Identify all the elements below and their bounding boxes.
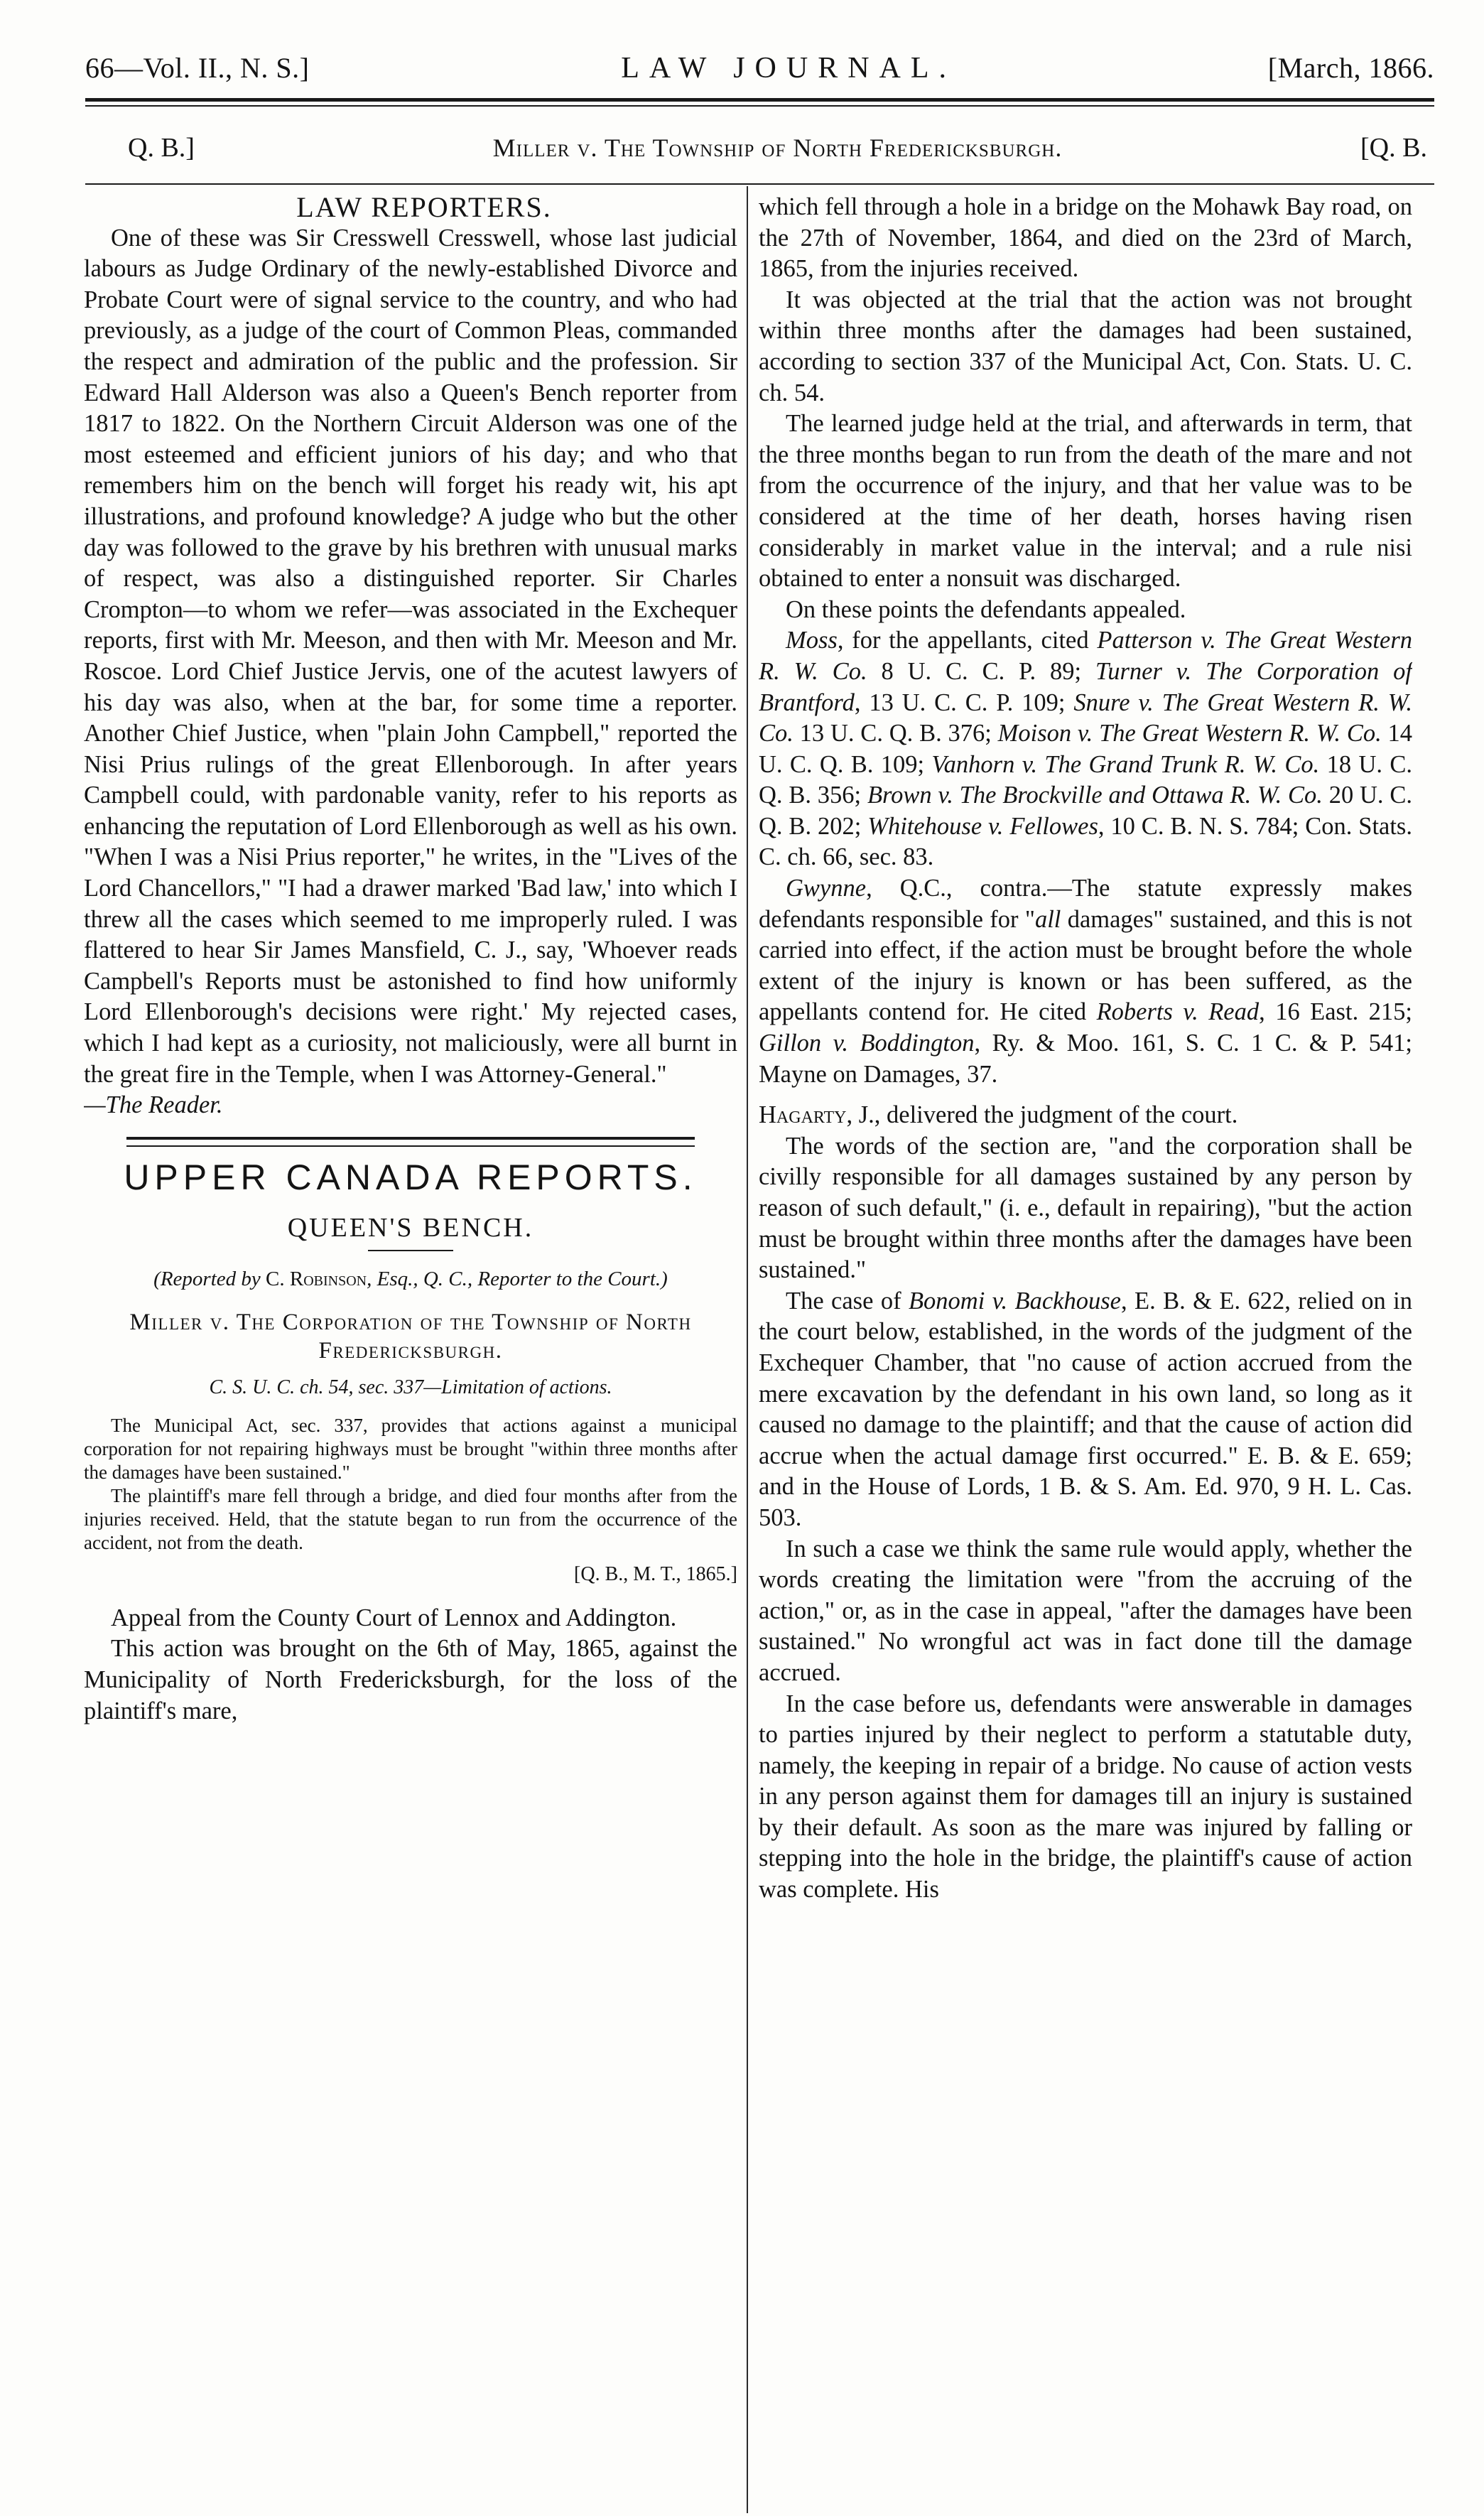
judgment-intro-text: , J., delivered the judgment of the court. [846,1101,1238,1129]
bonomi-text: , E. B. & E. 622, relied on in the court below, established, in the words of the judgment of the Exchequer Chamber, that "no cause of action accrued from the mere excavation by the defendant in his own land, so long as it caused no damage to the plaintiff; and that the cause of action did accrue when the actual damage first occurred." E. B. & E. 659; and in the House of Lords, 1 B. & S. Am. Ed. 970, 9 H. L. Cas. 503. [759,1287,1412,1531]
moss-counsel: Moss [786,627,838,654]
reporter-name: C. Robinson [266,1268,367,1290]
upper-canada-reports-heading: UPPER CANADA REPORTS. [124,1157,698,1197]
case-head [128,132,1427,172]
law-reporters-heading: LAW REPORTERS. [296,192,552,223]
case-head-rule [85,183,1434,185]
source-name: —The Reader. [84,1091,223,1119]
reporter-prefix: (Reported by [153,1268,266,1290]
appealed-paragraph: On these points the defendants appealed. [786,595,1186,623]
law-reporters-paragraph: One of these was Sir Cresswell Cresswell, whose last judicial labours as Judge Ordinary of the newly-established Divorce and Probate Court were of signal service to the country, and who had previously, as a judge of the court of Common Pleas, commanded the respect and admiration of the public and the profession. Sir Edward Hall Alderson was also a Queen's Bench reporter from 1817 to 1822. On the Northern Circuit Alderson was one of the most esteemed and efficient juniors of his day; and who that remembers him on the bench will forget his ready wit, his apt illustrations, and profound knowledge? A judge who but the other day was followed to the grave by his brethren with unusual marks of respect, was also a distinguished reporter. Sir Charles Crompton—to whom we refer—was associated in the Exchequer reports, first with Mr. Meeson, and then with Mr. Meeson and Mr. Roscoe. Lord Chief Justice Jervis, one of the acutest lawyers of his day was also, when at the bar, for some time a reporter. Another Chief Justice, when "plain John Campbell," reported the Nisi Prius rulings of the great Ellenborough. In after years Campbell could, with pardonable vanity, refer to his reports as enhancing the reputation of Lord Ellenborough as well as his own. "When I was a Nisi Prius reporter," he writes, in the "Lives of the Lord Chancellors," "I had a drawer marked 'Bad law,' into which I threw all the cases which seemed to me improperly ruled. I was flattered to hear Sir James Mansfield, C. J., say, 'Whoever reads Campbell's Reports must be astonished to find how uniformly Lord Ellenborough's decisions were right.' My rejected cases, which I had kept as a curiosity, not maliciously, were all burnt in the great fire in the Temple, when I was Attorney-General." [84,224,737,1088]
running-head [85,51,1434,94]
statute-line: C. S. U. C. ch. 54, sec. 337—Limitation of actions. [209,1376,612,1398]
case-title: Miller v. The Corporation of the Township of North Fredericksburgh. [129,1309,692,1364]
moss-text: , 10 C. B. N. S. 784; Con. Stats. C. ch. 66, sec. 83. [759,812,1412,871]
moss-argument [759,625,1412,873]
case-before-paragraph: In the case before us, defendants were answerable in damages to parties injured by their neglect to perform a statutable duty, namely, the keeping in repair of a bridge. No cause of action vests in any person against them for damages till an injury is sustained by their default. As soon as the mare was injured by falling or stepping into the hole in the bridge, the plaintiff's cause of action was complete. His [759,1690,1412,1904]
gwynne-text: , Ry. & Moo. 161, S. C. 1 C. & P. 541; Mayne on Damages, 37. [759,1030,1412,1088]
law-reporters-source [84,1090,737,1121]
moss-case: Patterson v. The Great Western R. W. Co. [759,627,1412,685]
column-divider [747,186,748,2513]
section-words-paragraph: The words of the section are, "and the corporation shall be civilly responsible for all damages sustained by any person by reason of such default," (i. e., default in repairing), "but the action must be brought within three months after the damages have been sustained." [759,1132,1412,1284]
objection-paragraph: It was objected at the trial that the action was not brought within three months after the damages had been sustained, according to section 337 of the Municipal Act, Con. Stats. U. C. ch. 54. [759,286,1412,406]
moss-text: 14 U. C. Q. B. 109; [759,720,1412,778]
gwynne-text: , Q.C., contra.—The statute expressly makes defendants responsible for " [759,875,1412,933]
case-head-court-left: Q. B.] [128,133,195,163]
right-column [759,192,1412,2488]
gwynne-text: , 16 East. 215; [1259,998,1412,1026]
moss-text: 20 U. C. Q. B. 202; [759,782,1412,840]
moss-text: , for the appellants, cited [837,627,1098,654]
moss-text: 8 U. C. C. P. 89; [867,657,1095,685]
moss-text: , 13 U. C. C. P. 109; [854,689,1074,716]
gwynne-argument [759,873,1412,1090]
moss-case: Snure v. The Great Western R. W. Co. [759,689,1412,747]
moss-case: Vanhorn v. The Grand Trunk R. W. Co. [931,750,1320,778]
reporter-line [84,1264,737,1295]
running-head-date: [March, 1866. [1267,52,1434,84]
case-head-court-right: [Q. B. [1360,133,1427,163]
spacer [759,1090,1412,1100]
head-rule-thin [85,105,1434,107]
headnote-citation: [Q. B., M. T., 1865.] [574,1563,737,1586]
judgment-intro [759,1100,1412,1131]
headnote-1: The Municipal Act, sec. 337, provides that actions against a municipal corporation for not repairing highways must be brought "within three months after the damages have been sustained." [84,1415,737,1484]
section-separator [84,1137,737,1147]
moss-case: Whitehouse v. Fellowes [867,812,1098,840]
bonomi-paragraph [759,1286,1412,1534]
separator-rule-thin [126,1145,695,1147]
such-case-paragraph: In such a case we think the same rule would apply, whether the words creating the limitation were "from the accruing of the action," or, as in the case in appeal, "after the damages have been sustained." No wrongful act was in fact done till the damage accrued. [759,1535,1412,1686]
running-head-title: LAW JOURNAL. [621,52,957,85]
continuation-paragraph: which fell through a hole in a bridge on the Mohawk Bay road, on the 27th of November, 1864, and died on the 23rd of March, 1865, from the injuries received. [759,193,1412,283]
gwynne-text: damages" sustained, and this is not carried into effect, if the action must be brought before the whole extent of the injury is known or has been suffered, as the appellants contend for. He cited [759,905,1412,1026]
queens-bench-heading: QUEEN'S BENCH. [287,1213,534,1243]
head-rule-thick [85,98,1434,102]
moss-case: Moison v. The Great Western R. W. Co. [997,720,1382,747]
appeal-paragraph: Appeal from the County Court of Lennox and Addington. [111,1604,677,1631]
running-head-volume: 66—Vol. II., N. S.] [85,52,310,84]
reporter-suffix: , Esq., Q. C., Reporter to the Court.) [367,1268,668,1290]
separator-rule-thick [126,1137,695,1140]
judge-held-paragraph: The learned judge held at the trial, and afterwards in term, that the three months began to run from the death of the mare and not from the occurrence of the injury, and that her value was to be considered at the time of her death, horses having risen considerably in market value in the interval; and a rule nisi obtained to enter a nonsuit was discharged. [759,410,1412,593]
bonomi-text: The case of [786,1287,909,1314]
moss-text: 18 U. C. Q. B. 356; [759,750,1412,809]
gwynne-case: Roberts v. Read [1096,998,1260,1026]
bonomi-case: Bonomi v. Backhouse [908,1287,1121,1314]
gwynne-counsel: Gwynne [786,875,867,902]
gwynne-case: Gillon v. Boddington [759,1030,975,1057]
moss-case: Turner v. The Corporation of Brantford [759,657,1412,716]
left-column [84,192,737,2488]
gwynne-emphasis: all [1034,905,1061,933]
short-rule [368,1250,453,1251]
headnote-2: The plaintiff's mare fell through a bridge, and died four months after from the injuries received. Held, that the statute began to run from the occurrence of the accident, not from the death. [84,1485,737,1554]
case-head-title: Miller v. The Township of North Fredericksburgh. [492,134,1063,162]
moss-case: Brown v. The Brockville and Ottawa R. W. Co. [867,782,1323,809]
action-paragraph: This action was brought on the 6th of May, 1865, against the Municipality of North Fredericksburgh, for the loss of the plaintiff's mare, [84,1635,737,1724]
moss-text: 13 U. C. Q. B. 376; [793,720,998,747]
judge-name: Hagarty [759,1101,847,1129]
